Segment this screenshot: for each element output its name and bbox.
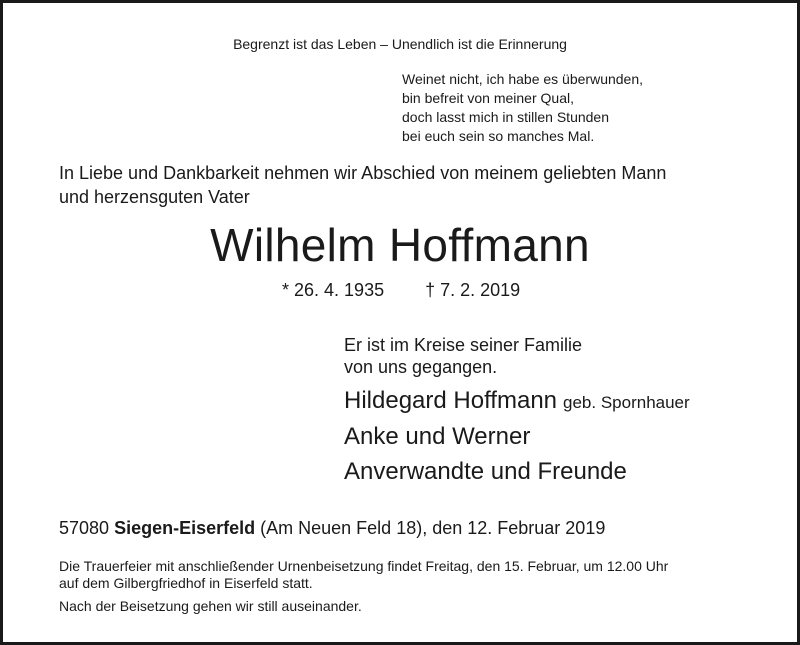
mourner-widow [344,387,690,415]
funeral-details-line: auf dem Gilbergfriedhof in Eiserfeld statt. [59,575,313,591]
life-dates [282,280,520,301]
mourner-name: Anverwandte und Freunde [344,458,627,485]
intro-line: und herzensguten Vater [59,187,250,207]
funeral-details-line: Die Trauerfeier mit anschließender Urnenbeisetzung findet Freitag, den 15. Februar, um 12.00 Uhr [59,558,669,574]
poem-line: bin befreit von meiner Qual, [402,90,574,106]
mourner-children [344,423,530,451]
address-rest: (Am Neuen Feld 18), den 12. Februar 2019 [260,518,606,538]
mourner-name: Hildegard Hoffmann [344,387,558,414]
address-line [59,518,605,539]
family-note [344,334,582,378]
family-note-line: von uns gegangen. [344,357,498,377]
poem-line: bei euch sein so manches Mal. [402,128,595,144]
birth-date: * 26. 4. 1935 [282,280,385,300]
poem-line: Weinet nicht, ich habe es überwunden, [402,71,644,87]
intro-text [59,161,666,209]
poem-line: doch lasst mich in stillen Stunden [402,109,609,125]
mourner-name: Anke und Werner [344,423,531,450]
city: Siegen-Eiserfeld [114,518,256,538]
motto: Begrenzt ist das Leben – Unendlich ist die Erinnerung [233,36,567,52]
funeral-details [59,558,668,592]
maiden-name-note: geb. Spornhauer [563,393,690,412]
intro-line: In Liebe und Dankbarkeit nehmen wir Abschied von meinem geliebten Mann [59,163,667,183]
poem [402,70,643,146]
death-date: † 7. 2. 2019 [425,280,521,300]
family-note-line: Er ist im Kreise seiner Familie [344,335,583,355]
deceased-name: Wilhelm Hoffmann [210,219,590,271]
farewell-note: Nach der Beisetzung gehen wir still auseinander. [59,598,362,614]
postal-code: 57080 [59,518,110,538]
mourner-relatives [344,458,627,486]
